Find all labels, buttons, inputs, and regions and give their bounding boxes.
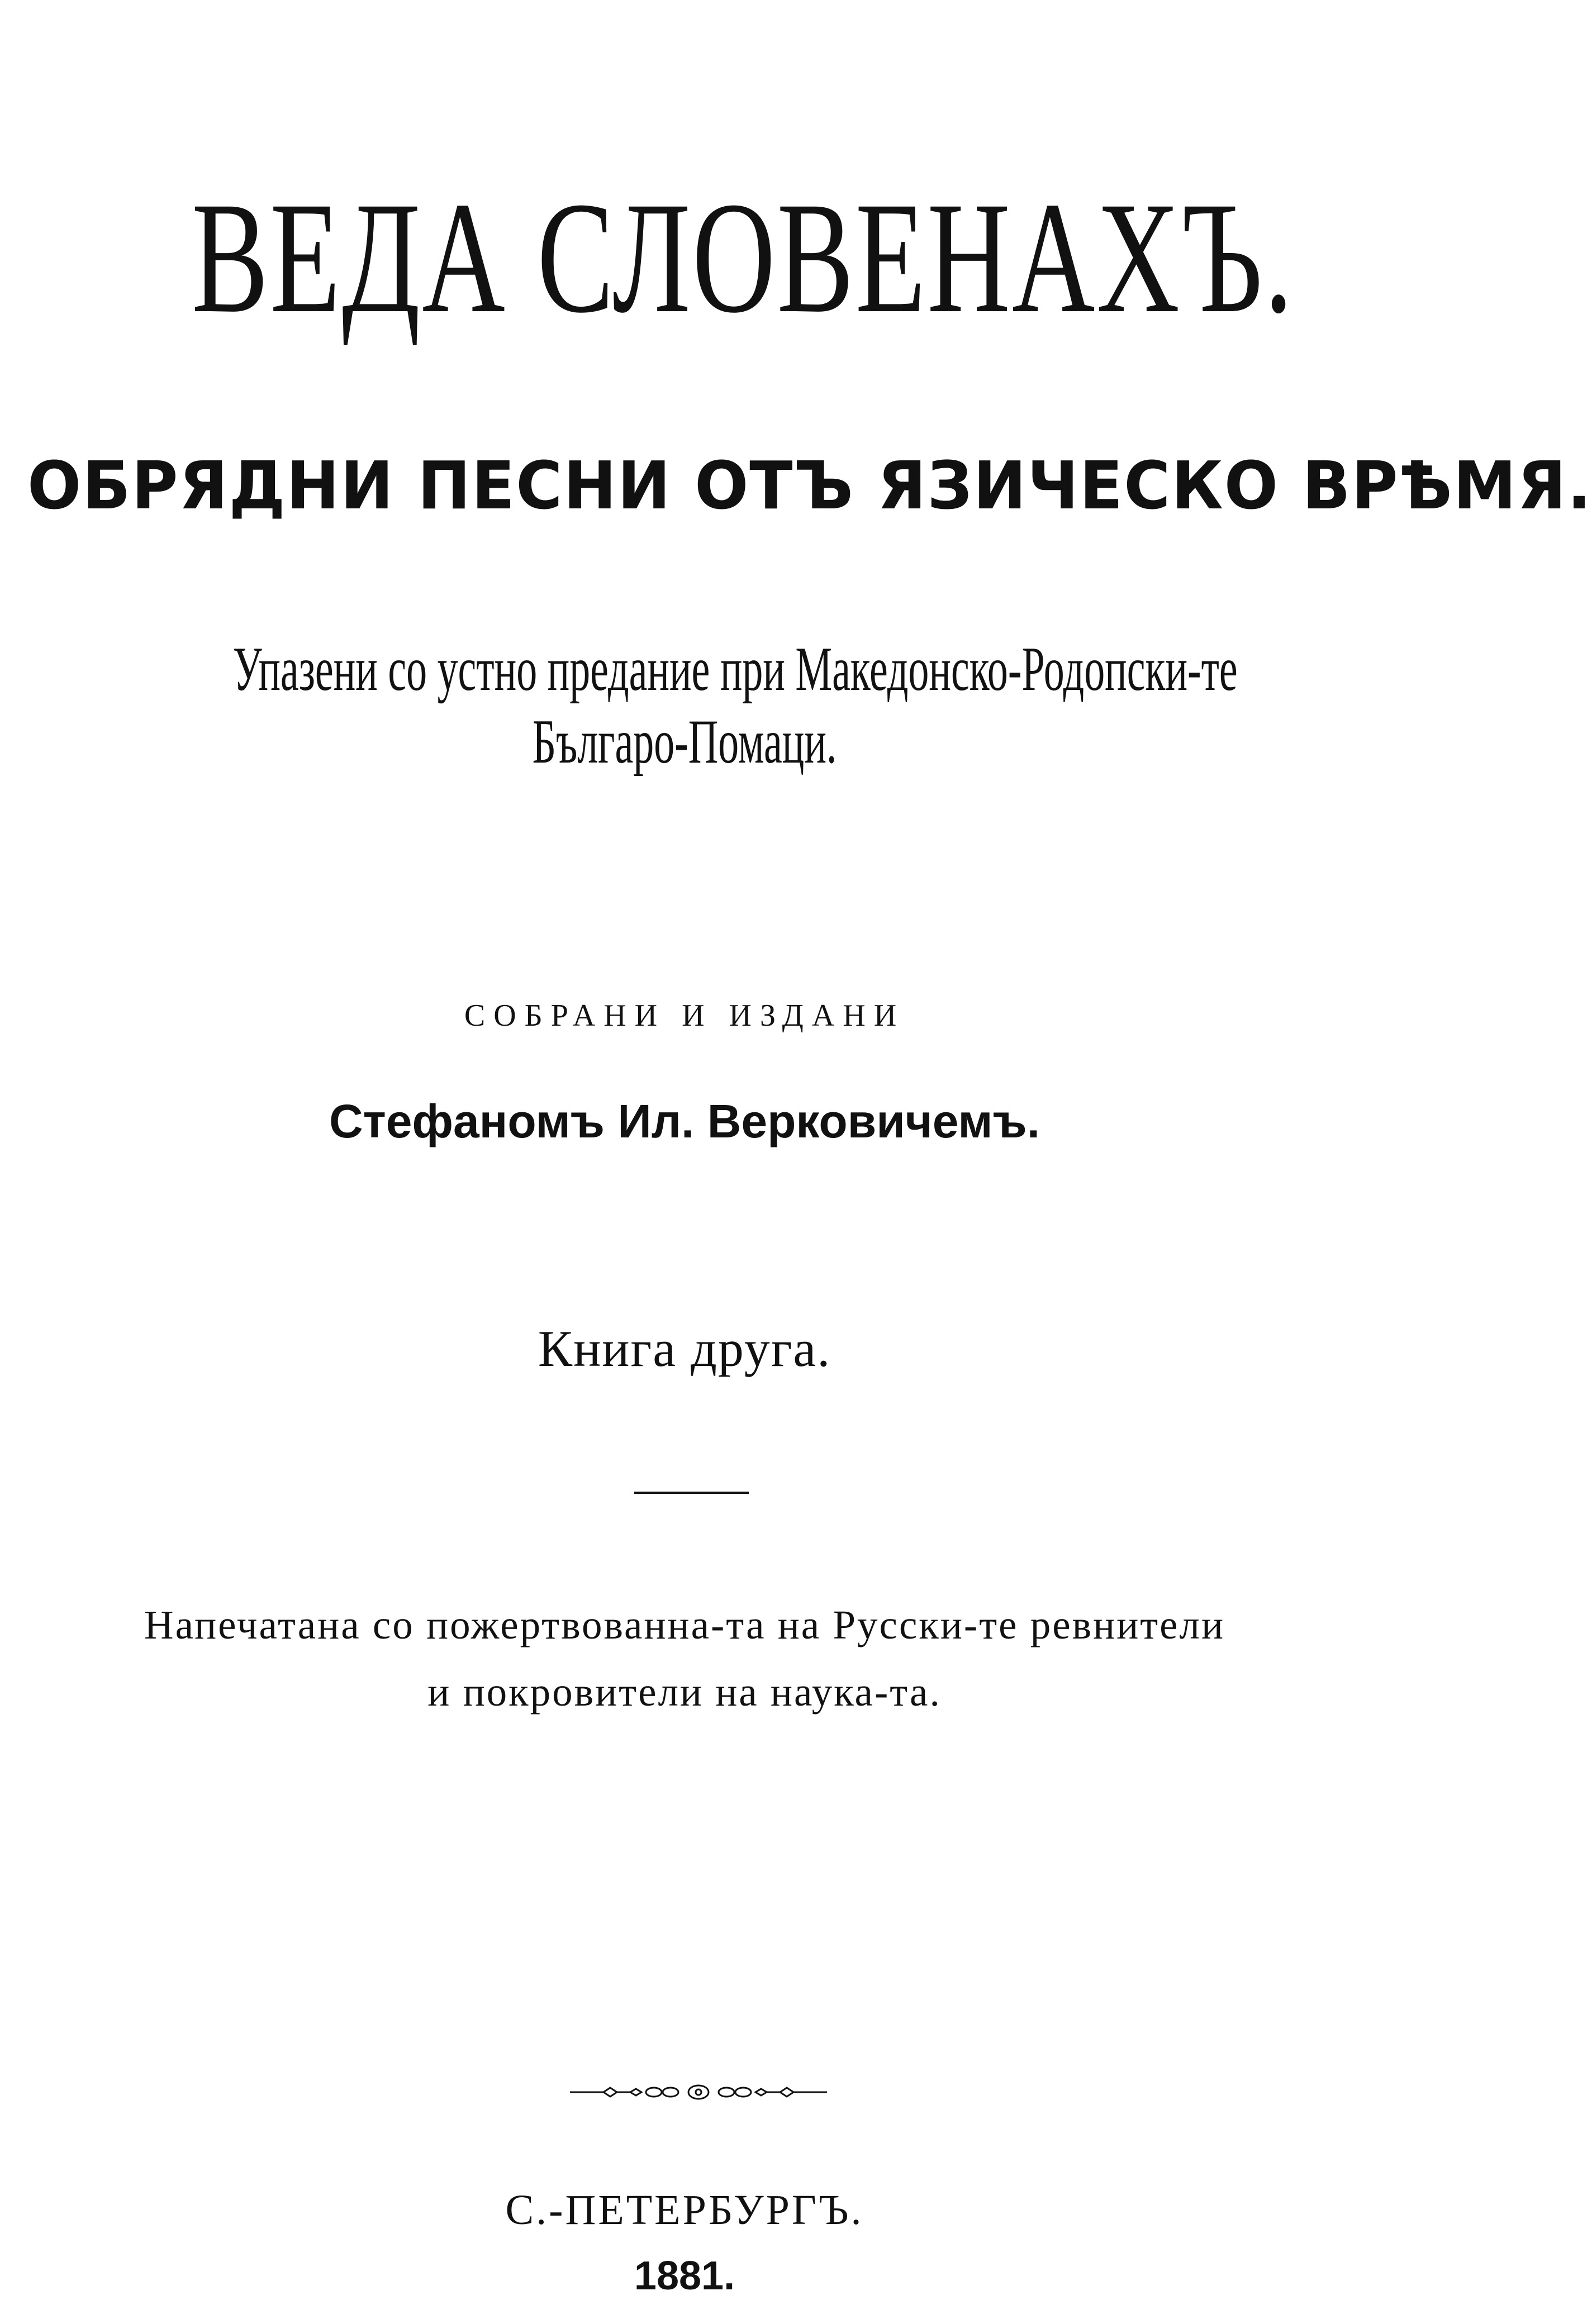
preserved-line-2: Българо-Помаци.	[532, 707, 837, 777]
collected-label: СОБРАНИ И ИЗДАНИ	[464, 998, 905, 1033]
volume-label: Книга друга.	[538, 1320, 831, 1377]
divider-rule	[634, 1492, 749, 1494]
preserved-line-1: Упазени со устно предание при Македонско-Родопски-те	[232, 635, 1238, 704]
printed-line-1: Напечатана со пожертвованна-та на Русски-те ревнители	[144, 1602, 1225, 1647]
publication-city: С.-ПЕТЕРБУРГЪ.	[505, 2187, 864, 2233]
printed-line-2: и покровители на наука-та.	[427, 1669, 942, 1715]
publication-year: 1881.	[634, 2254, 735, 2298]
typographic-ornament-icon	[570, 2081, 827, 2103]
book-title: ВЕДА СЛОВЕНАХЪ.	[191, 169, 1295, 346]
book-subtitle: ОБРЯДНИ ПЕСНИ ОТЪ ЯЗИЧЕСКО ВРѢМЯ.	[27, 447, 1592, 524]
author-name: Стефаномъ Ил. Верковичемъ.	[329, 1095, 1040, 1147]
